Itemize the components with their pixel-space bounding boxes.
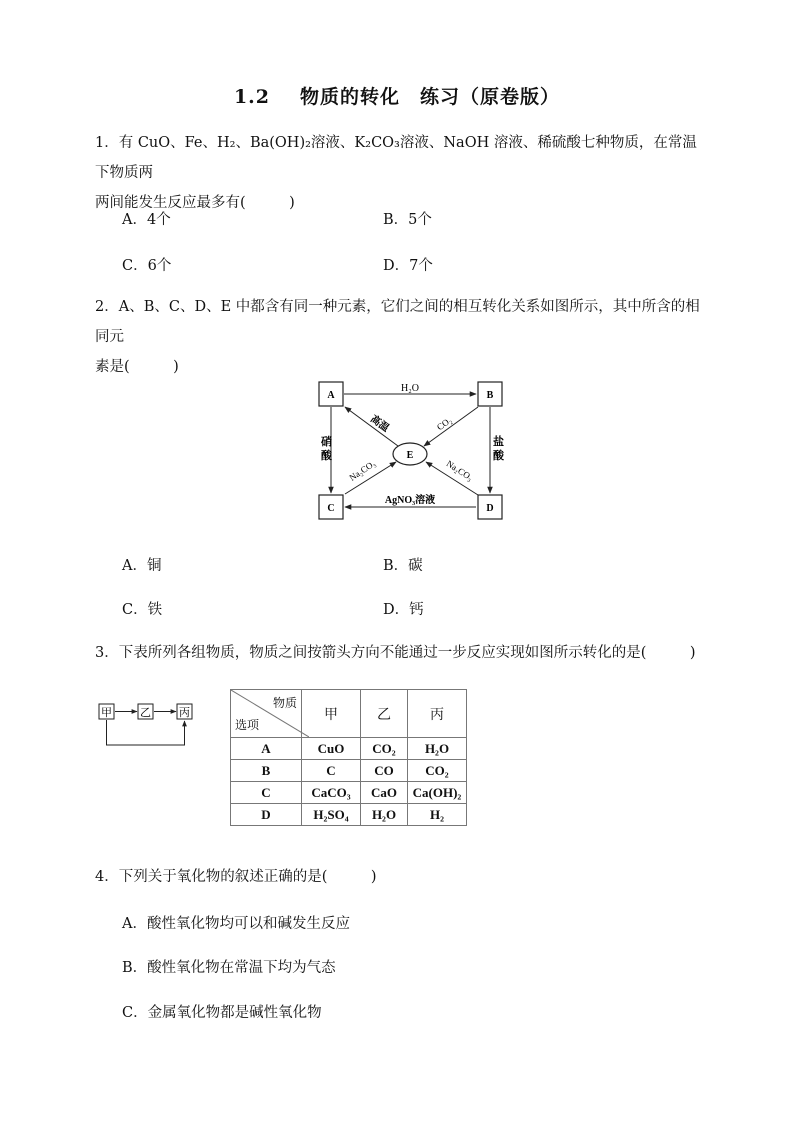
col-header-yi: 乙: [361, 690, 408, 738]
header-top-label: 物质: [272, 696, 297, 710]
question-2: [95, 292, 705, 382]
edge-label-b-d-1: 盐: [493, 436, 504, 448]
question-1-line-2: 两间能发生反应最多有( ): [95, 195, 295, 211]
title-number: 1.2: [233, 86, 271, 108]
table-cell-yi: CaO: [361, 782, 408, 804]
table-cell-bing: CO₂: [408, 760, 467, 782]
table-row: [231, 782, 467, 804]
q1-option-d: D．7个: [383, 258, 433, 274]
transformation-flow-diagram: [95, 699, 197, 751]
conversion-diagram: [316, 378, 508, 524]
table-cell-bing: H₂O: [408, 738, 467, 760]
edge-label-a-c-2: 酸: [321, 450, 332, 462]
flow-label-yi: 乙: [140, 706, 151, 719]
q1-option-b: B．5个: [383, 212, 432, 228]
q4-option-c: C．金属氧化物都是碱性氧化物: [122, 1005, 322, 1021]
edge-label-a-c-1: 硝: [321, 436, 332, 448]
flow-label-jia: 甲: [101, 706, 112, 719]
node-e-label: E: [406, 450, 414, 461]
node-b-label: B: [486, 390, 494, 401]
question-2-line-1: 2．A、B、C、D、E 中都含有同一种元素，它们之间的相互转化关系如图所示，其中所含的相同元: [95, 299, 700, 345]
edge-label-a-b: H₂O: [401, 383, 419, 394]
table-row: [231, 760, 467, 782]
edge-label-d-e: Na₂CO₃: [444, 458, 475, 483]
table-row: [231, 738, 467, 760]
node-c-label: C: [327, 503, 335, 514]
question-2-line-2: 素是( ): [95, 359, 179, 375]
col-header-jia: 甲: [302, 690, 361, 738]
table-cell-yi: CO: [361, 760, 408, 782]
table-cell-jia: CaCO₃: [302, 782, 361, 804]
node-a-label: A: [327, 390, 335, 401]
table-cell-yi: CO₂: [361, 738, 408, 760]
table-cell-jia: CuO: [302, 738, 361, 760]
q2-option-d: D．钙: [383, 602, 424, 618]
question-1-line-1: 1．有 CuO、Fe、H₂、Ba(OH)₂溶液、K₂CO₃溶液、NaOH 溶液、稀硫酸七种物质，在常温下物质两: [95, 135, 697, 181]
q2-option-c: C．铁: [122, 602, 163, 618]
arrow-b-to-e: [424, 407, 478, 446]
table-cell-option: D: [231, 804, 302, 826]
question-1: [95, 128, 705, 218]
table-cell-option: C: [231, 782, 302, 804]
q2-option-a: A．铜: [122, 558, 162, 574]
node-d-label: D: [486, 503, 494, 514]
q2-option-b: B．碳: [383, 558, 423, 574]
arrow-e-to-a: [345, 407, 398, 446]
q1-option-a: A．4个: [122, 212, 171, 228]
flow-arrow-jia-bing: [107, 720, 185, 745]
table-corner-cell: [231, 690, 302, 738]
question-4: [95, 862, 705, 892]
flow-label-bing: 丙: [179, 706, 190, 719]
header-bottom-label: 选项: [235, 718, 260, 732]
col-header-bing: 丙: [408, 690, 467, 738]
edge-label-b-e: CO₂: [434, 414, 454, 433]
q4-option-a: A．酸性氧化物均可以和碱发生反应: [122, 916, 350, 932]
edge-label-b-d-2: 酸: [493, 450, 504, 462]
table-cell-bing: Ca(OH)₂: [408, 782, 467, 804]
edge-label-d-c: AgNO₃溶液: [384, 495, 436, 506]
q1-option-c: C．6个: [122, 258, 172, 274]
q4-option-b: B．酸性氧化物在常温下均为气态: [122, 960, 336, 976]
question-4-line-1: 4．下列关于氧化物的叙述正确的是( ): [95, 869, 377, 885]
question-3-line-1: 3．下表所列各组物质，物质之间按箭头方向不能通过一步反应实现如图所示转化的是( ): [95, 645, 696, 661]
title-text: 物质的转化 练习（原卷版）: [300, 86, 561, 108]
table-header-row: [231, 690, 467, 738]
edge-label-c-e: Na₂CO₃: [347, 458, 378, 483]
table-row: [231, 804, 467, 826]
options-table: [230, 689, 467, 826]
table-cell-option: B: [231, 760, 302, 782]
table-cell-yi: H₂O: [361, 804, 408, 826]
question-3: [95, 638, 705, 668]
table-cell-jia: H₂SO₄: [302, 804, 361, 826]
page-title: [0, 82, 794, 109]
edge-label-e-a: 高温: [368, 413, 391, 435]
table-cell-bing: H₂: [408, 804, 467, 826]
table-cell-option: A: [231, 738, 302, 760]
table-cell-jia: C: [302, 760, 361, 782]
